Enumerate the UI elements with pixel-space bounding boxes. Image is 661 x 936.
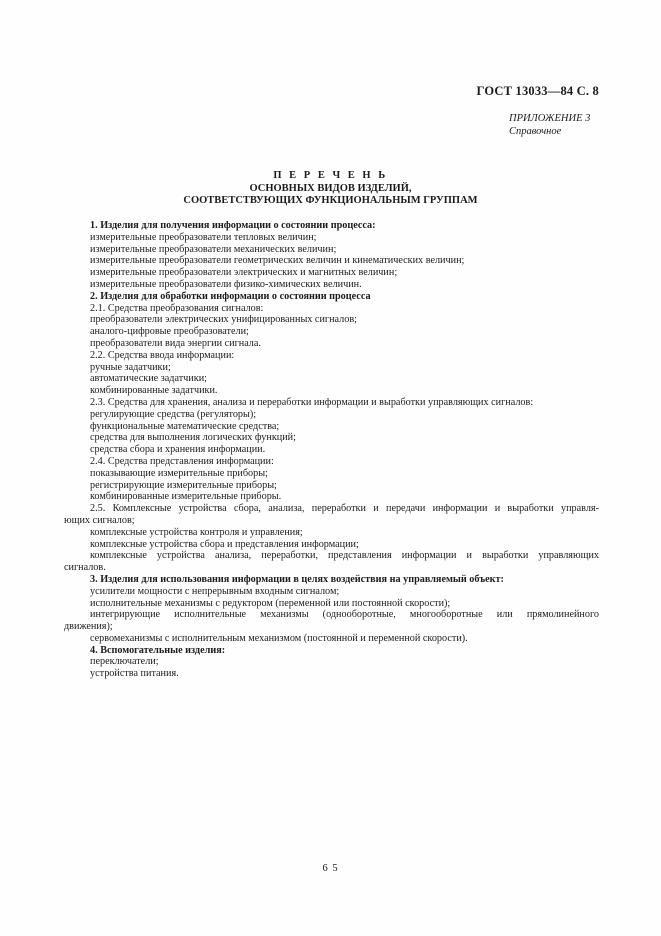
list-line: исполнительные механизмы с редуктором (переменной или постоянной скорости); xyxy=(90,597,451,609)
list-line: комбинированные задатчики. xyxy=(90,385,218,397)
list-line: комбинированные измерительные приборы. xyxy=(90,491,282,503)
section-heading: 1. Изделия для получения информации о состоянии процесса: xyxy=(90,220,376,231)
list-line: измерительные преобразователи механических величин; xyxy=(90,243,337,255)
list-line: измерительные преобразователи физико-химических величин. xyxy=(90,278,362,290)
list-line: 2.3. Средства для хранения, анализа и переработки информации и выработки управляющих сигналов: xyxy=(90,396,534,408)
appendix-block xyxy=(509,112,590,138)
list-line: ручные задатчики; xyxy=(90,361,171,373)
section-heading: 2. Изделия для обработки информации о состоянии процесса xyxy=(90,290,371,302)
title-line-1: П Е Р Е Ч Е Н Ь xyxy=(273,170,388,181)
list-line-continuation: сигналов. xyxy=(64,562,106,574)
list-line: 2.4. Средства представления информации: xyxy=(90,455,274,467)
list-line: регистрирующие измерительные приборы; xyxy=(90,479,277,491)
list-line: показывающие измерительные приборы; xyxy=(90,467,268,479)
page-number: 6 5 xyxy=(322,863,339,874)
list-line: измерительные преобразователи тепловых величин; xyxy=(90,231,317,243)
section-heading: 3. Изделия для использования информации в целях воздействия на управляемый объект: xyxy=(90,573,504,585)
list-line: преобразователи электрических унифицированных сигналов; xyxy=(90,314,357,326)
section-heading: 4. Вспомогательные изделия: xyxy=(90,644,226,656)
list-line: комплексные устройства контроля и управления; xyxy=(90,526,303,538)
list-line: интегрирующие исполнительные механизмы (однооборотные, многооборотные или прямолинейного xyxy=(90,609,599,621)
document-code: ГОСТ 13033—84 С. 8 xyxy=(476,84,599,98)
list-line-continuation: ющих сигналов; xyxy=(64,514,135,526)
title-line-3: СООТВЕТСТВУЮЩИХ ФУНКЦИОНАЛЬНЫМ ГРУППАМ xyxy=(183,195,478,206)
list-line: комплексные устройства сбора и представления информации; xyxy=(90,538,359,550)
list-line: функциональные математические средства; xyxy=(90,420,280,432)
title-line-2: ОСНОВНЫХ ВИДОВ ИЗДЕЛИЙ, xyxy=(249,182,412,194)
appendix-label: ПРИЛОЖЕНИЕ 3 xyxy=(509,113,591,124)
appendix-kind: Справочное xyxy=(509,126,562,137)
list-line: 2.2. Средства ввода информации: xyxy=(90,349,235,361)
list-line: преобразователи вида энергии сигнала. xyxy=(90,337,261,349)
list-line: средства для выполнения логических функций; xyxy=(90,432,296,444)
list-line: 2.5. Комплексные устройства сбора, анализа, переработки и передачи информации и выработки управля- xyxy=(90,503,599,515)
list-line: регулирующие средства (регуляторы); xyxy=(90,408,257,420)
list-title xyxy=(0,170,661,208)
list-line: усилители мощности с непрерывным входным сигналом; xyxy=(90,585,340,597)
document-body xyxy=(64,220,599,680)
list-line-continuation: движения); xyxy=(64,621,113,633)
list-line: сервомеханизмы с исполнительным механизмом (постоянной и переменной скорости). xyxy=(90,632,468,644)
list-line: переключатели; xyxy=(90,656,159,668)
list-line: автоматические задатчики; xyxy=(90,373,207,385)
list-line: устройства питания. xyxy=(90,668,179,680)
list-line: 2.1. Средства преобразования сигналов: xyxy=(90,302,264,314)
list-line: измерительные преобразователи геометрических величин и кинематических величин; xyxy=(90,255,465,267)
list-line: средства сбора и хранения информации. xyxy=(90,444,266,456)
list-line: комплексные устройства анализа, переработки, представления информации и выработки управляющих xyxy=(90,550,599,562)
list-line: аналого-цифровые преобразователи; xyxy=(90,326,249,338)
list-line: измерительные преобразователи электрических и магнитных величин; xyxy=(90,267,398,279)
